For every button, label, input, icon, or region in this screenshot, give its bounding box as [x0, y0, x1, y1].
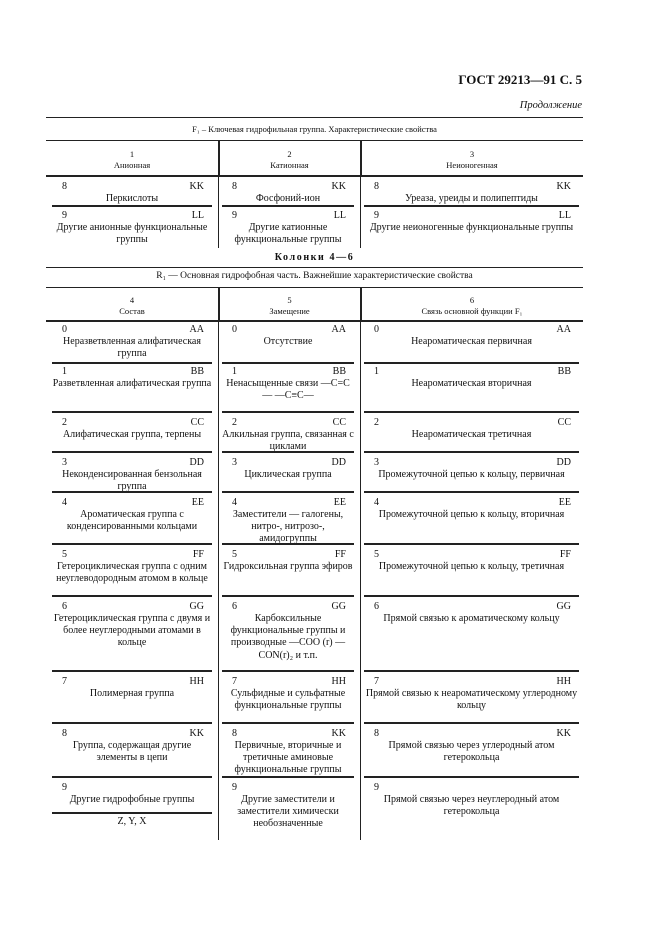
col-divider [218, 175, 219, 248]
row-divider [52, 491, 212, 493]
table-cell: 3 DD Циклическая группа [232, 457, 346, 480]
row-divider [364, 543, 579, 545]
column-header-4: 4 Состав [119, 295, 145, 317]
table-cell: 2 CC Алифатическая группа, терпены [62, 417, 204, 440]
table-cell: 1 BB Разветвленная алифатическая группа [52, 366, 212, 389]
table-cell: 5 FF Гидроксильная группа эфиров [223, 549, 353, 572]
row-divider [222, 205, 354, 207]
table-cell: 9 Другие заместители и заместители химически необозначенные [232, 782, 339, 830]
rule [46, 267, 583, 268]
table-cell: 1 BB Неароматическая вторичная [374, 366, 571, 389]
row-divider [52, 451, 212, 453]
table-cell: 1 BB Ненасыщенные связи —C=C— —C≡C— [226, 366, 350, 402]
row-divider [222, 776, 354, 778]
rule [46, 117, 583, 118]
table-cell: 6 GG Карбоксильные функциональные группы и производные —COO (r) —CON(r)₂ и т.п. [230, 601, 346, 661]
col-divider [218, 320, 219, 840]
table-cell: 9 Прямой связью через неуглеродный атом гетерокольца [374, 782, 560, 818]
table-cell: 3 DD Промежуточной цепью к кольцу, первичная [374, 457, 571, 480]
row-divider [222, 451, 354, 453]
rule-bold [46, 175, 583, 177]
col-divider [360, 320, 361, 840]
col-divider [360, 175, 361, 248]
table-cell: 8 KK Фосфоний-ион [232, 181, 346, 204]
columns-label: Колонки 4—6 [274, 252, 355, 263]
row-divider [222, 670, 354, 672]
table-cell: 7 HH Сульфидные и сульфатные функциональные группы [230, 676, 346, 712]
row-divider [364, 595, 579, 597]
row-divider [364, 411, 579, 413]
row-divider [222, 595, 354, 597]
row-divider [364, 362, 579, 364]
table-cell: 7 HH Прямой связью к неароматическому углеродному кольцу [365, 676, 578, 712]
table-cell: 9 Другие гидрофобные группы [62, 782, 195, 805]
column-header-6: 6 Связь основной функции F₁ [421, 295, 523, 317]
row-divider [52, 722, 212, 724]
table-cell: 9 LL Другие анионные функциональные группы [56, 210, 208, 246]
row-divider [222, 411, 354, 413]
table-cell: 6 GG Прямой связью к ароматическому кольцу [374, 601, 571, 624]
table-cell: 6 GG Гетероциклическая группа с двумя и более неуглеродными атомами в кольце [53, 601, 211, 649]
column-header-5: 5 Замещение [269, 295, 310, 317]
table-cell: 5 FF Промежуточной цепью к кольцу, третичная [374, 549, 571, 572]
table-cell: 8 KK Уреаза, уреиды и полипептиды [374, 181, 571, 204]
row-divider [222, 543, 354, 545]
table-cell: 9 LL Другие катионные функциональные группы [232, 210, 346, 246]
table-cell: 5 FF Гетероциклическая группа с одним неуглеводородным атомом в кольце [56, 549, 208, 585]
table-cell: 0 AA Отсутствие [232, 324, 346, 347]
table-cell: 8 KK Перкислоты [62, 181, 204, 204]
table-cell: 4 EE Ароматическая группа с конденсированными кольцами [62, 497, 204, 533]
row-divider [364, 205, 579, 207]
row-divider [52, 543, 212, 545]
table-cell: 2 CC Алкильная группа, связанная с циклами [222, 417, 354, 453]
table-cell: 8 KK Группа, содержащая другие элементы в цепи [62, 728, 204, 764]
row-divider [364, 722, 579, 724]
page-header: ГОСТ 29213—91 С. 5 [458, 72, 582, 87]
table-cell: 4 EE Заместители — галогены, нитро-, нитрозо-, амидогруппы [232, 497, 346, 545]
table-cell: 8 KK Первичные, вторичные и третичные аминовые функциональные группы [232, 728, 346, 776]
table-cell: 2 CC Неароматическая третичная [374, 417, 571, 440]
row-divider [52, 411, 212, 413]
rule [46, 140, 583, 141]
rule-bold [46, 320, 583, 322]
row-divider [364, 491, 579, 493]
row-divider [52, 812, 212, 814]
table-cell: 3 DD Неконденсированная бензольная группа [62, 457, 204, 493]
row-divider [52, 776, 212, 778]
row-divider [222, 722, 354, 724]
table-cell: 8 KK Прямой связью через углеродный атом гетерокольца [374, 728, 571, 764]
rule [46, 287, 583, 288]
column-header-1: 1 Анионная [113, 149, 151, 171]
row-divider [52, 595, 212, 597]
table-cell: 4 EE Промежуточной цепью к кольцу, вторичная [374, 497, 571, 520]
row-divider [364, 776, 579, 778]
row-divider [364, 670, 579, 672]
row-divider [52, 205, 212, 207]
section2-title: R₁ — Основная гидрофобная часть. Важнейшие характеристические свойства [156, 271, 473, 281]
row-divider [222, 362, 354, 364]
row-divider [222, 491, 354, 493]
table-cell: 0 AA Неароматическая первичная [374, 324, 571, 347]
row-divider [52, 670, 212, 672]
row-divider [364, 451, 579, 453]
continuation-label: Продолжение [519, 100, 582, 111]
table-cell: 0 AA Неразветвленная алифатическая группа [62, 324, 204, 360]
column-header-3: 3 Неионогенная [446, 149, 498, 171]
table-cell: 9 LL Другие неионогенные функциональные группы [369, 210, 574, 233]
section1-title: F₁ – Ключевая гидрофильная группа. Характеристические свойства [192, 124, 437, 134]
row-divider [52, 362, 212, 364]
footer-codes: Z, Y, X [117, 816, 147, 827]
column-header-2: 2 Катионная [270, 149, 309, 171]
table-cell: 7 HH Полимерная группа [62, 676, 204, 699]
